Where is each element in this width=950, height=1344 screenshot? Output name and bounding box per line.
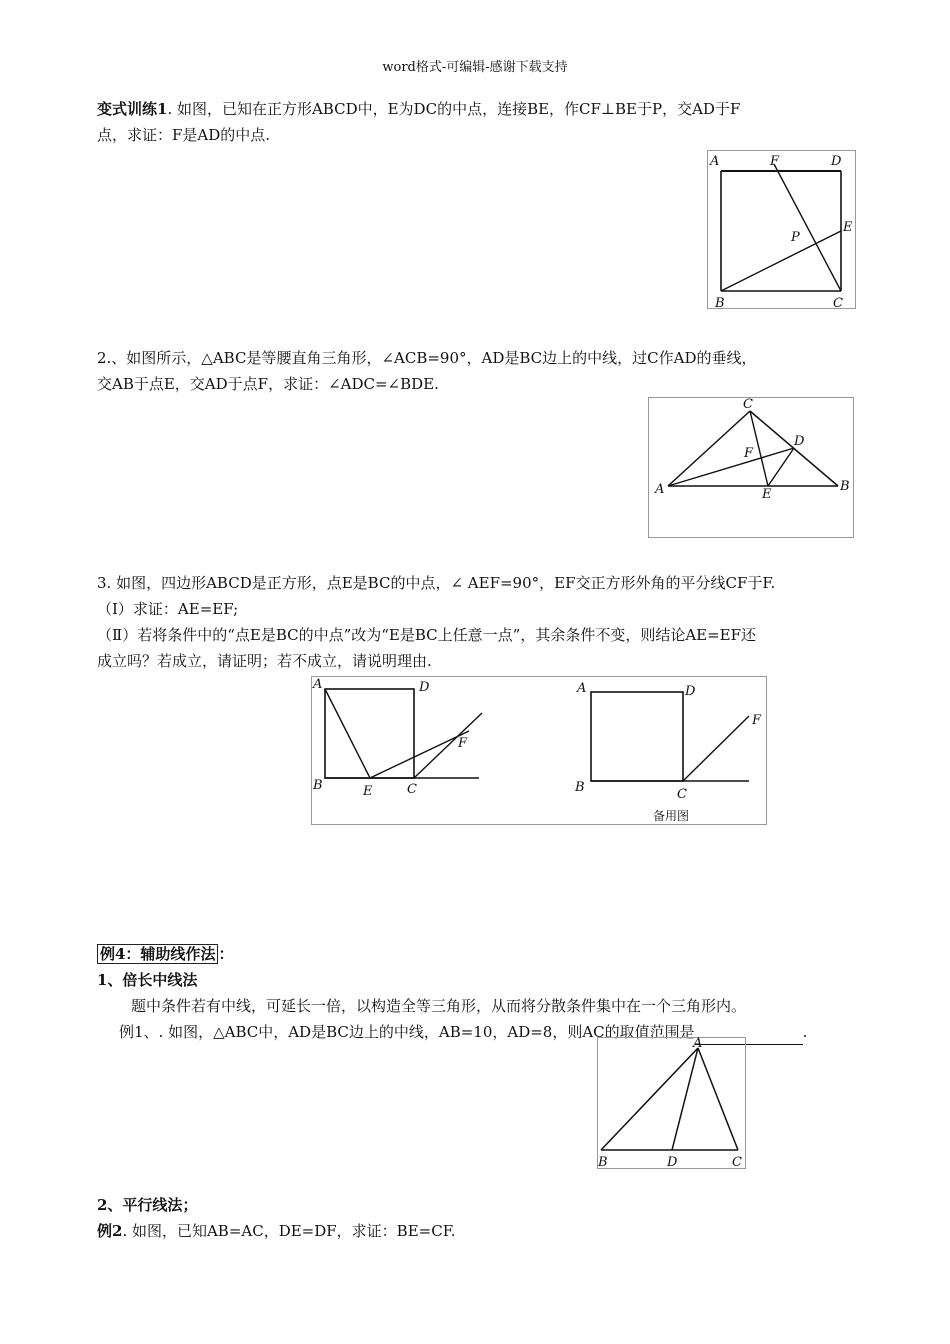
example-1-end: . bbox=[802, 1023, 808, 1041]
method-1-description: 题中条件若有中线，可延长一倍，以构造全等三角形，从而将分散条件集中在一个三角形内。 bbox=[131, 997, 747, 1015]
label-E: E bbox=[363, 784, 373, 799]
label-F: F bbox=[458, 736, 468, 751]
question-3-line-4: 成立吗？若成立，请证明；若不成立，请说明理由. bbox=[97, 652, 432, 670]
label-D: D bbox=[685, 684, 696, 699]
method-2-section bbox=[97, 1192, 853, 1244]
figure-triangle-median bbox=[597, 1037, 749, 1171]
question-2-line-2: 交AB于点E，交AD于点F，求证：∠ADC=∠BDE. bbox=[97, 375, 439, 393]
question-1 bbox=[97, 96, 853, 148]
question-3 bbox=[97, 570, 853, 674]
figure-square-bisector bbox=[311, 676, 767, 826]
label-F: F bbox=[752, 713, 762, 728]
label-D: D bbox=[419, 680, 430, 695]
label-C: C bbox=[833, 296, 843, 310]
question-3-line-3: （Ⅱ）若将条件中的“点E是BC的中点”改为“E是BC上任意一点”，其余条件不变，则结论AE=EF还 bbox=[97, 626, 757, 644]
label-P: P bbox=[791, 230, 800, 245]
example-2-text: . 如图，已知AB=AC，DE=DF，求证：BE=CF. bbox=[122, 1222, 456, 1240]
label-C: C bbox=[743, 397, 753, 412]
figure-isosceles-right-triangle bbox=[648, 397, 854, 538]
label-C: C bbox=[407, 782, 417, 797]
example-2-question bbox=[97, 1218, 853, 1244]
backup-figure-caption: 备用图 bbox=[653, 809, 690, 823]
label-D: D bbox=[667, 1155, 678, 1170]
method-2-heading: 2、平行线法； bbox=[97, 1196, 198, 1214]
question-2-line-1: 2.、如图所示，△ABC是等腰直角三角形，∠ACB=90°，AD是BC边上的中线，过C作AD的垂线， bbox=[97, 349, 757, 367]
label-C: C bbox=[677, 787, 687, 802]
label-B: B bbox=[313, 778, 323, 793]
label-E: E bbox=[843, 220, 853, 235]
question-1-line-2: 点，求证：F是AD的中点. bbox=[97, 126, 271, 144]
question-1-line-1 bbox=[97, 96, 853, 122]
label-B: B bbox=[715, 296, 725, 310]
label-A: A bbox=[693, 1037, 703, 1051]
label-A: A bbox=[710, 154, 720, 169]
method-1-heading: 1、倍长中线法 bbox=[97, 971, 198, 989]
example-4 bbox=[97, 941, 853, 1045]
label-C: C bbox=[732, 1155, 742, 1170]
question-2 bbox=[97, 345, 853, 397]
label-E: E bbox=[762, 487, 772, 502]
label-B: B bbox=[840, 479, 850, 494]
page-header: word格式-可编辑-感谢下载支持 bbox=[382, 60, 568, 75]
example-2-label: 例2 bbox=[97, 1222, 123, 1240]
label-A: A bbox=[577, 681, 587, 696]
example-4-title: 例4：辅助线作法 bbox=[97, 944, 218, 964]
example-4-colon: ： bbox=[218, 945, 234, 963]
question-3-line-2: （I）求证：AE=EF; bbox=[97, 600, 239, 618]
figure-square-abcd bbox=[707, 150, 857, 310]
label-A: A bbox=[655, 482, 665, 497]
label-D: D bbox=[831, 154, 842, 169]
label-F: F bbox=[770, 154, 780, 169]
label-B: B bbox=[575, 780, 585, 795]
question-1-label: 变式训练1 bbox=[97, 100, 168, 118]
question-3-line-1: 3. 如图，四边形ABCD是正方形，点E是BC的中点，∠ AEF=90°，EF交正方形外角的平分线CF于F. bbox=[97, 574, 776, 592]
example-1-text: 例1、. 如图，△ABC中，AD是BC边上的中线，AB=10，AD=8，则AC的取值范围是 bbox=[119, 1023, 695, 1041]
label-F: F bbox=[744, 446, 754, 461]
question-1-text: . 如图，已知在正方形ABCD中，E为DC的中点，连接BE，作CF⊥BE于P，交AD于F bbox=[167, 100, 741, 118]
label-A: A bbox=[313, 677, 323, 692]
label-D: D bbox=[794, 434, 805, 449]
label-B: B bbox=[598, 1155, 608, 1170]
example-4-title-line bbox=[97, 941, 853, 967]
